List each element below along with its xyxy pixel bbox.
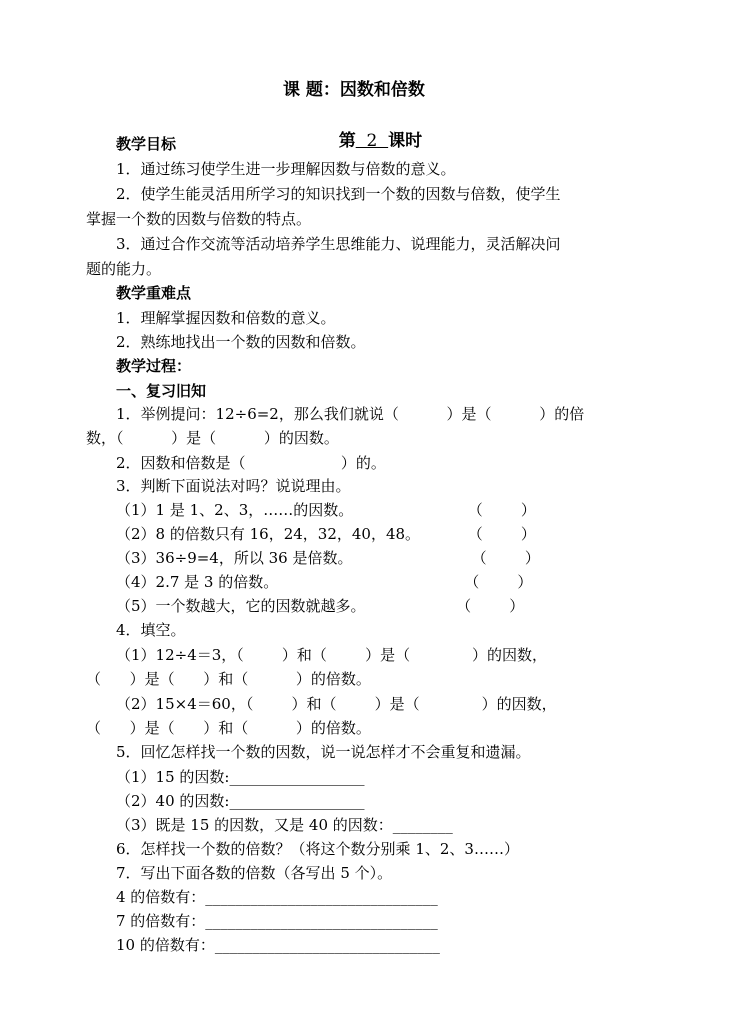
question-4-1b: （ ）是（ ）和（ ）的倍数。 [86,670,371,688]
question-4-2a: （2）15×4＝60，（ ）和（ ）是（ ）的因数， [116,695,557,713]
lesson-title: 课 题：因数和倍数 [283,80,425,100]
lesson-prefix: 第 [338,131,356,151]
lesson-number: 2 [355,131,389,151]
goal-2b: 掌握一个数的因数与倍数的特点。 [86,210,312,228]
question-1b: 数，（ ）是（ ）的因数。 [86,429,339,447]
question-5-2: （2）40 的因数:__________________ [116,792,365,810]
question-3: 3．判断下面说法对吗？说说理由。 [116,477,351,495]
question-7: 7．写出下面各数的倍数（各写出 5 个）。 [116,864,393,882]
question-3-2: （2）8 的倍数只有 16，24，32，40，48。 （ ） [116,525,536,543]
review-heading: 一、复习旧知 [116,382,207,400]
goals-heading: 教学目标 [116,135,177,153]
question-5: 5．回忆怎样找一个数的因数，说一说怎样才不会重复和遗漏。 [116,743,531,761]
goal-3b: 题的能力。 [86,260,162,278]
question-5-3: （3）既是 15 的因数，又是 40 的因数：________ [116,816,453,834]
lesson-suffix: 课时 [388,131,423,151]
question-4-2b: （ ）是（ ）和（ ）的倍数。 [86,719,371,737]
question-4: 4．填空。 [116,621,186,639]
question-6: 6．怎样找一个数的倍数？（将这个数分别乘 1、2、3……） [116,840,519,858]
question-7-3: 10 的倍数有：______________________________ [116,936,440,954]
question-4-1a: （1）12÷4＝3，（ ）和（ ）是（ ）的因数， [116,646,548,664]
question-7-2: 7 的倍数有：_______________________________ [116,912,438,930]
goal-3a: 3．通过合作交流等活动培养学生思维能力、说理能力，灵活解决问 [116,235,561,253]
question-3-1: （1）1 是 1、2、3，……的因数。 （ ） [116,501,536,519]
key-heading: 教学重难点 [116,284,192,302]
question-3-4: （4）2.7 是 3 的倍数。 （ ） [116,573,533,591]
question-5-1: （1）15 的因数:__________________ [116,768,365,786]
key-2: 2．熟练地找出一个数的因数和倍数。 [116,333,366,351]
question-7-1: 4 的倍数有：_______________________________ [116,888,438,906]
goal-1: 1．通过练习使学生进一步理解因数与倍数的意义。 [116,160,456,178]
process-heading: 教学过程： [116,357,192,375]
question-1a: 1．举例提问：12÷6=2，那么我们就说（ ）是（ ）的倍 [116,405,585,423]
goal-2a: 2．使学生能灵活用所学习的知识找到一个数的因数与倍数，使学生 [116,185,561,203]
question-3-5: （5）一个数越大，它的因数就越多。 （ ） [116,597,525,615]
question-3-3: （3）36÷9=4，所以 36 是倍数。 （ ） [116,549,540,567]
question-2: 2．因数和倍数是（ ）的。 [116,454,386,472]
key-1: 1．理解掌握因数和倍数的意义。 [116,309,336,327]
